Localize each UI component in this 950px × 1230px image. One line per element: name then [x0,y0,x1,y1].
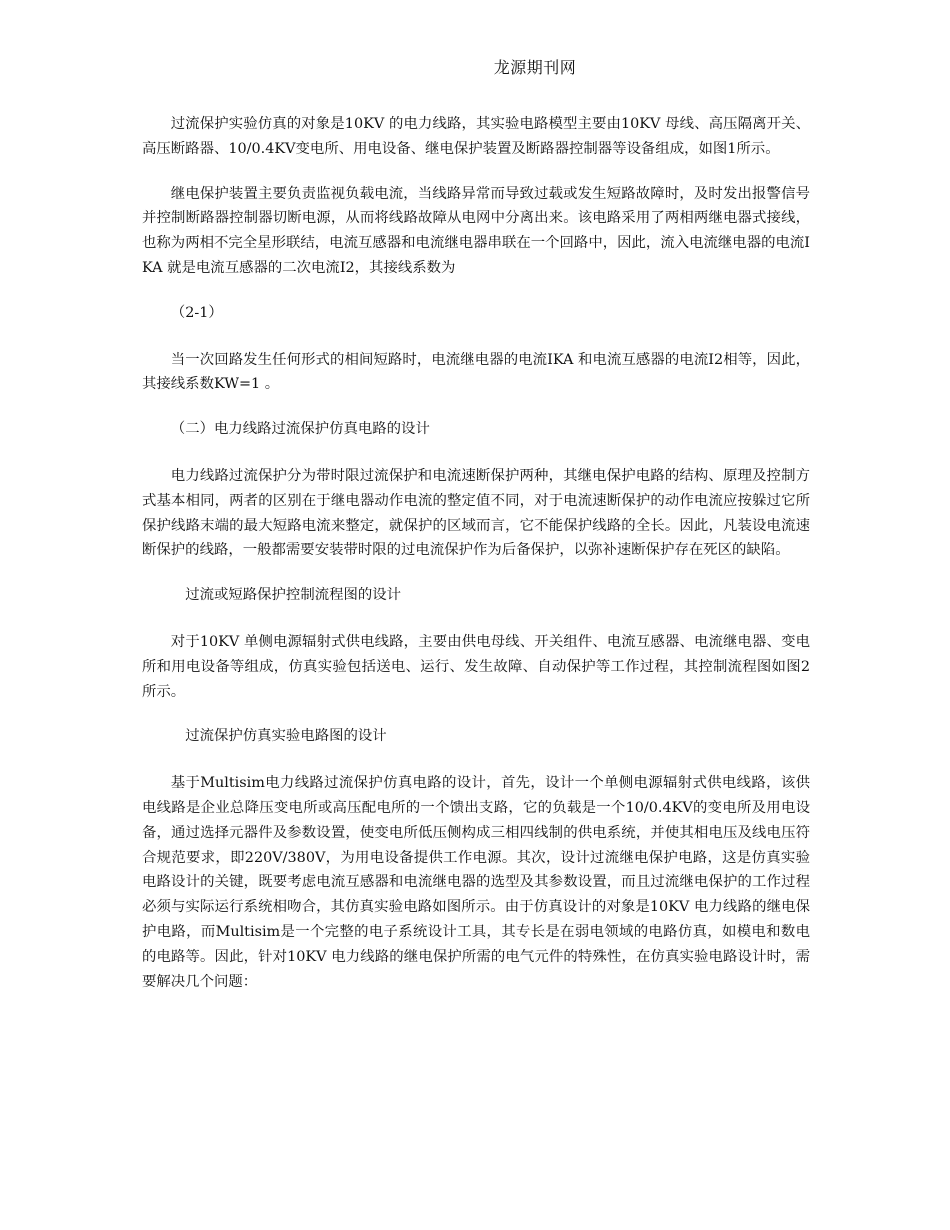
site-header: 龙源期刊网 [493,58,577,77]
section-heading-circuit-design: （二）电力线路过流保护仿真电路的设计 [170,421,430,438]
paragraph-protection-types: 电力线路过流保护分为带时限过流保护和电流速断保护两种，其继电保护电路的结构、原理及控制方式基本相同，两者的区别在于继电器动作电流的整定值不同，对于电流速断保护的动作电流应按躲过它所保护线路末端的最大短路电流来整定，就保护的区域而言，它不能保护线路的全长。因此，凡装设电流速断保护的线路，一般都需要安装带时限的过电流保护作为后备保护，以弥补速断保护存在死区的缺陷。 [142,467,810,559]
article-body [142,112,810,1014]
paragraph-intro: 过流保护实验仿真的对象是10KV 的电力线路，其实验电路模型主要由10KV 母线、高压隔离开关、高压断路器、10/0.4KV变电所、用电设备、继电保护装置及断路器控制器等设备组成，如图1所示。 [142,116,810,157]
paragraph-relay-device: 继电保护装置主要负责监视负载电流，当线路异常而导致过载或发生短路故障时，及时发出报警信号并控制断路器控制器切断电源，从而将线路故障从电网中分离出来。该电路采用了两相两继电器式接线，也称为两相不完全星形联结，电流互感器和电流继电器串联在一个回路中，因此，流入电流继电器的电流IKA 就是电流互感器的二次电流I2，其接线系数为 [142,185,810,276]
equation-label: （2-1） [170,304,223,321]
subheading-flowchart-design: 过流或短路保护控制流程图的设计 [185,587,402,604]
paragraph-multisim: 基于Multisim电力线路过流保护仿真电路的设计，首先，设计一个单侧电源辐射式供电线路，该供电线路是企业总降压变电所或高压配电所的一个馈出支路，它的负载是一个10/0.4KV的变电所及用电设备，通过选择元器件及参数设置，使变电所低压侧构成三相四线制的供电系统，并使其相电压及线电压符合规范要求，即220V/380V，为用电设备提供工作电源。其次，设计过流继电保护电路，这是仿真实验电路设计的关键，既要考虑电流互感器和电流继电器的选型及其参数设置，而且过流继电保护的工作过程必须与实际运行系统相吻合，其仿真实验电路如图所示。由于仿真设计的对象是10KV 电力线路的继电保护电路，而Multisim是一个完整的电子系统设计工具，其专长是在弱电领域的电路仿真，如模电和数电的电路等。因此，针对10KV 电力线路的继电保护所需的电气元件的特殊性，在仿真实验电路设计时，需要解决几个问题： [142,775,810,990]
paragraph-flowchart: 对于10KV 单侧电源辐射式供电线路，主要由供电母线、开关组件、电流互感器、电流继电器、变电所和用电设备等组成，仿真实验包括送电、运行、发生故障、自动保护等工作过程，其控制流程图如图2所示。 [142,633,810,700]
subheading-circuit-diagram-design: 过流保护仿真实验电路图的设计 [185,728,387,745]
paragraph-wiring-coefficient: 当一次回路发生任何形式的相间短路时，电流继电器的电流IKA 和电流互感器的电流I2相等，因此，其接线系数KW=1 。 [142,351,810,393]
